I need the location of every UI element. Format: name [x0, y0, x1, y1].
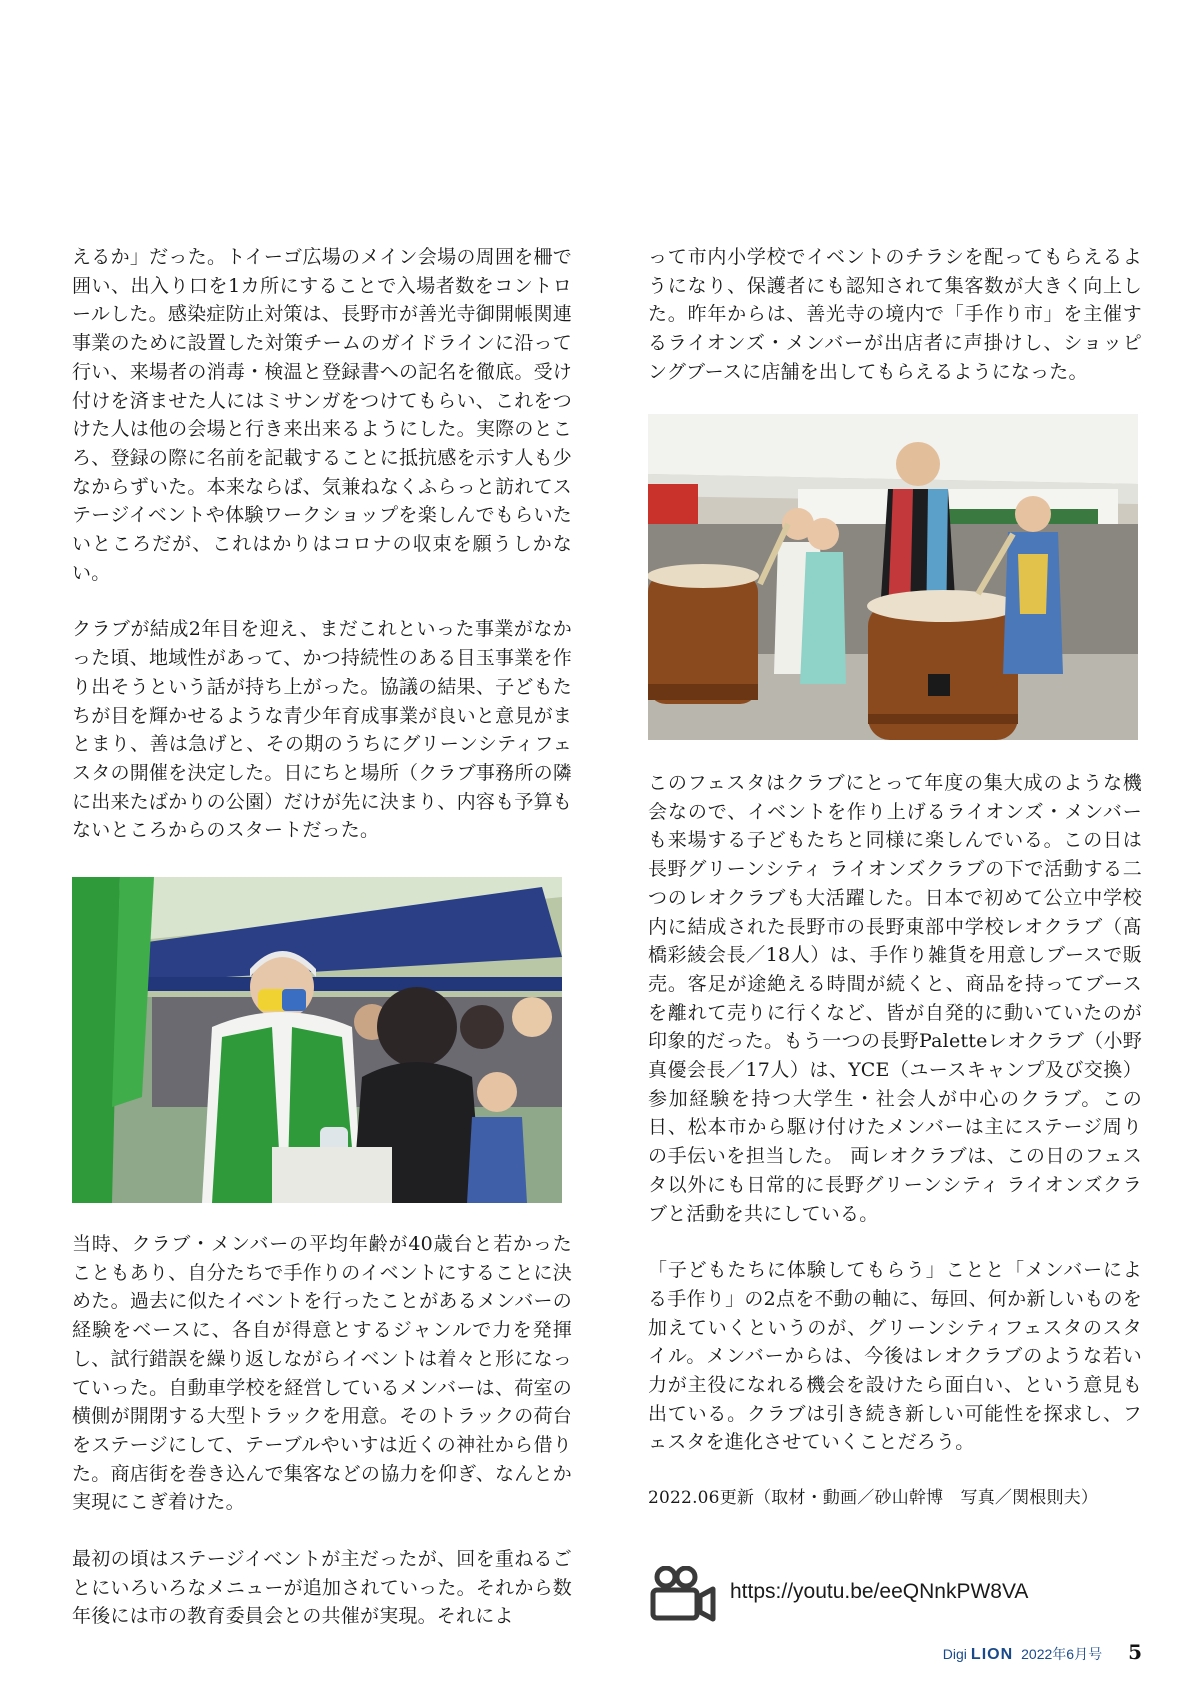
article-paragraph-2: クラブが結成2年目を迎え、まだこれといった事業がなかった頃、地域性があって、かつ持続性のある目玉事業を作り出そうという話が持ち上がった。協議の結果、子どもたちが目を輝かせるような青少年育成事業が良いと意見がまとまり、善は急げと、その期のうちにグリーンシティフェスタの開催を決定した。日にちと場所（クラブ事務所の隣に出来たばかりの公園）だけが先に決まり、内容も予算もないところからのスタートだった。: [72, 618, 572, 842]
article-paragraph-6: このフェスタはクラブにとって年度の集大成のような機会なので、イベントを作り上げるライオンズ・メンバーも来場する子どもたちと同様に楽しんでいる。この日は長野グリーンシティ ライオンズクラブの下で活動する二つのレオクラブも大活躍した。日本で初めて公立中学校内に結成された長野市の長野東部中学校レオクラブ（髙橋彩綾会長／18人）は、手作り雑貨を用意しブースで販売。客足が途絶える時間が続くと、商品を持ってブースを離れて売りに行くなど、皆が自発的に動いていたのが印象的だった。もう一つの長野Paletteレオクラブ（小野真優会長／17人）は、YCE（ユースキャンプ及び交換）参加経験を持つ大学生・社会人が中心のクラブ。この日、松本市から駆け付けたメンバーは主にステージ周りの手伝いを担当した。 両レオクラブは、この日のフェスタ以外にも日常的に長野グリーンシティ ライオンズクラブと活動を共にしている。: [648, 772, 1142, 1225]
article-paragraph-7: 「子どもたちに体験してもらう」ことと「メンバーによる手作り」の2点を不動の軸に、毎回、何か新しいものを加えていくというのが、グリーンシティフェスタのスタイル。メンバーからは、今後はレオクラブのような若い力が主役になれる機会を設けたら面白い、という意見も出ている。クラブは引き続き新しい可能性を探求し、フェスタを進化させていくことだろう。: [648, 1259, 1142, 1454]
photo-taiko-drums: [648, 414, 1138, 740]
footer-lion-logo: LION: [970, 1646, 1014, 1663]
article-paragraph-5: って市内小学校でイベントのチラシを配ってもらえるようになり、保護者にも認知されて集客数が大きく向上した。昨年からは、善光寺の境内で「手作り市」を主催するライオンズ・メンバーが出店者に声掛けし、ショッピングブースに店舗を出してもらえるようになった。: [648, 246, 1142, 383]
left-column-lower: [72, 1230, 572, 1631]
footer-digi: Digi: [942, 1646, 967, 1662]
video-link-block: [650, 1566, 1150, 1622]
article-paragraph-3: 当時、クラブ・メンバーの平均年齢が40歳台と若かったこともあり、自分たちで手作りのイベントにすることに決めた。過去に似たイベントを行ったことがあるメンバーの経験をベースに、各自が得意とするジャンルで力を発揮し、試行錯誤を繰り返しながらイベントは着々と形になっていった。自動車学校を経営しているメンバーは、荷室の横側が開閉する大型トラックを用意。そのトラックの荷台をステージにして、テーブルやいすは近くの神社から借りた。商店街を巻き込んで集客などの協力を仰ぎ、なんとか実現にこぎ着けた。: [72, 1233, 572, 1514]
youtube-url-link[interactable]: https://youtu.be/eeQNnkPW8VA: [730, 1580, 1029, 1603]
article-paragraph-4: 最初の頃はステージイベントが主だったが、回を重ねるごとにいろいろなメニューが追加されていった。それから数年後には市の教育委員会との共催が実現。それによ: [72, 1548, 572, 1628]
footer-issue: 2022年6月号: [1021, 1646, 1103, 1662]
right-column-top: [648, 243, 1142, 387]
page-number: 5: [1128, 1640, 1142, 1664]
article-credit: 2022.06更新（取材・動画／砂山幹博 写真／関根則夫）: [648, 1488, 1099, 1509]
article-paragraph-1: えるか」だった。トイーゴ広場のメイン会場の周囲を柵で囲い、出入り口を1カ所にすることで入場者数をコントロールした。感染症防止対策は、長野市が善光寺御開帳関連事業のために設置した対策チームのガイドラインに沿って行い、来場者の消毒・検温と登録書への記名を徹底。受け付けを済ませた人にはミサンガをつけてもらい、これをつけた人は他の会場と行き来出来るようにした。実際のところ、登録の際に名前を記載することに抵抗感を示す人も少なからずいた。本来ならば、気兼ねなくふらっと訪れてステージイベントや体験ワークショップを楽しんでもらいたいところだが、これはかりはコロナの収束を願うしかない。: [72, 246, 572, 584]
right-column-lower: [648, 769, 1142, 1511]
left-column: [72, 243, 572, 845]
photo-booth-member: [72, 877, 562, 1203]
page-footer: [943, 1640, 1142, 1664]
video-camera-icon: [650, 1566, 716, 1622]
